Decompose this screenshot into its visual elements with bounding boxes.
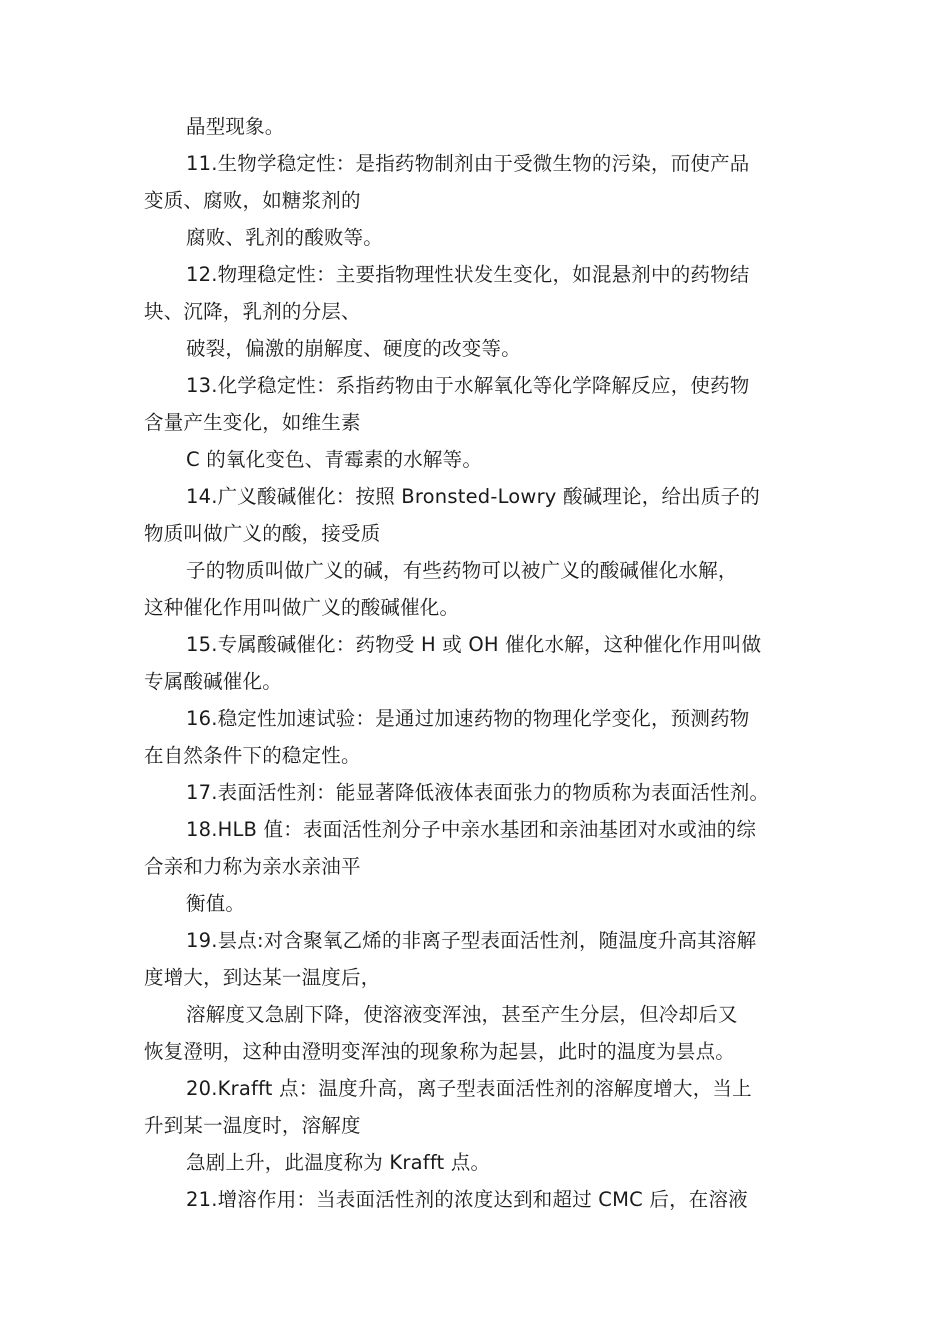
text-line: 14.广义酸碱催化：按照 Bronsted-Lowry 酸碱理论，给出质子的	[186, 485, 760, 508]
text-line: 块、沉降，乳剂的分层、	[144, 300, 361, 323]
text-line: 19.昙点:对含聚氧乙烯的非离子型表面活性剂，随温度升高其溶解	[186, 929, 757, 952]
text-line: 13.化学稳定性：系指药物由于水解氧化等化学降解反应，使药物	[186, 374, 750, 397]
text-line: 21.增溶作用：当表面活性剂的浓度达到和超过 CMC 后，在溶液	[186, 1188, 748, 1211]
text-line: 破裂，偏激的崩解度、硬度的改变等。	[186, 337, 521, 360]
text-line: 子的物质叫做广义的碱，有些药物可以被广义的酸碱催化水解，	[186, 559, 738, 582]
text-line: C 的氧化变色、青霉素的水解等。	[186, 448, 483, 471]
text-line: 度增大，到达某一温度后，	[144, 966, 381, 989]
text-line: 合亲和力称为亲水亲油平	[144, 855, 361, 878]
text-line: 在自然条件下的稳定性。	[144, 744, 361, 767]
text-line: 专属酸碱催化。	[144, 670, 282, 693]
text-line: 晶型现象。	[186, 115, 285, 138]
text-line: 20.Krafft 点：温度升高，离子型表面活性剂的溶解度增大，当上	[186, 1077, 752, 1100]
text-line: 变质、腐败，如糖浆剂的	[144, 189, 361, 212]
text-line: 衡值。	[186, 892, 246, 915]
text-line: 17.表面活性剂：能显著降低液体表面张力的物质称为表面活性剂。	[186, 781, 770, 804]
text-line: 含量产生变化，如维生素	[144, 411, 361, 434]
text-line: 这种催化作用叫做广义的酸碱催化。	[144, 596, 460, 619]
text-line: 12.物理稳定性：主要指物理性状发生变化，如混悬剂中的药物结	[186, 263, 750, 286]
text-line: 物质叫做广义的酸，接受质	[144, 522, 381, 545]
text-line: 16.稳定性加速试验：是通过加速药物的物理化学变化，预测药物	[186, 707, 750, 730]
text-line: 溶解度又急剧下降，使溶液变浑浊，甚至产生分层，但冷却后又	[186, 1003, 738, 1026]
text-line: 18.HLB 值：表面活性剂分子中亲水基团和亲油基团对水或油的综	[186, 818, 757, 841]
text-line: 恢复澄明，这种由澄明变浑浊的现象称为起昙，此时的温度为昙点。	[144, 1040, 736, 1063]
text-line: 急剧上升，此温度称为 Krafft 点。	[186, 1151, 491, 1174]
text-line: 15.专属酸碱催化：药物受 H 或 OH 催化水解，这种催化作用叫做	[186, 633, 762, 656]
text-line: 腐败、乳剂的酸败等。	[186, 226, 384, 249]
text-line: 11.生物学稳定性：是指药物制剂由于受微生物的污染，而使产品	[186, 152, 750, 175]
text-line: 升到某一温度时，溶解度	[144, 1114, 361, 1137]
